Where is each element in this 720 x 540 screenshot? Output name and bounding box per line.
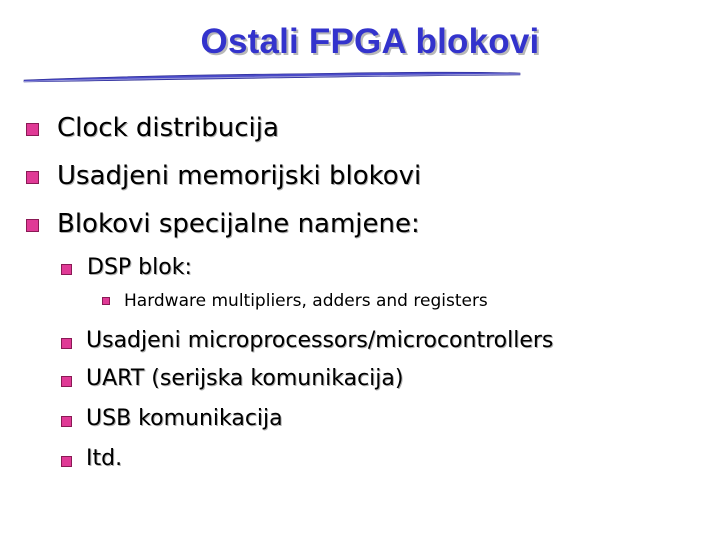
square-bullet-icon [61, 416, 72, 427]
bullet-usadjeni-memorijski: Usadjeni memorijski blokovi [57, 161, 422, 191]
slide-title: Ostali FPGA blokovi [200, 22, 540, 61]
title-underline [22, 66, 522, 88]
sub-bullet-uart: UART (serijska komunikacija) [86, 366, 404, 391]
square-bullet-icon [61, 264, 72, 275]
square-bullet-icon [61, 338, 72, 349]
square-bullet-icon [26, 219, 39, 232]
sub-bullet-dsp-blok: DSP blok: [87, 255, 192, 280]
bullet-blokovi-specijalne: Blokovi specijalne namjene: [57, 209, 420, 239]
square-bullet-icon [26, 171, 39, 184]
square-bullet-icon [61, 376, 72, 387]
sub-bullet-itd: Itd. [86, 446, 123, 471]
square-bullet-icon [26, 123, 39, 136]
square-bullet-icon [102, 297, 110, 305]
sub-bullet-microprocessors: Usadjeni microprocessors/microcontrollers [86, 328, 554, 353]
sub-bullet-usb: USB komunikacija [86, 406, 283, 431]
sub-sub-bullet-hardware: Hardware multipliers, adders and registers [124, 291, 488, 311]
bullet-clock-distribucija: Clock distribucija [57, 113, 279, 143]
square-bullet-icon [61, 456, 72, 467]
